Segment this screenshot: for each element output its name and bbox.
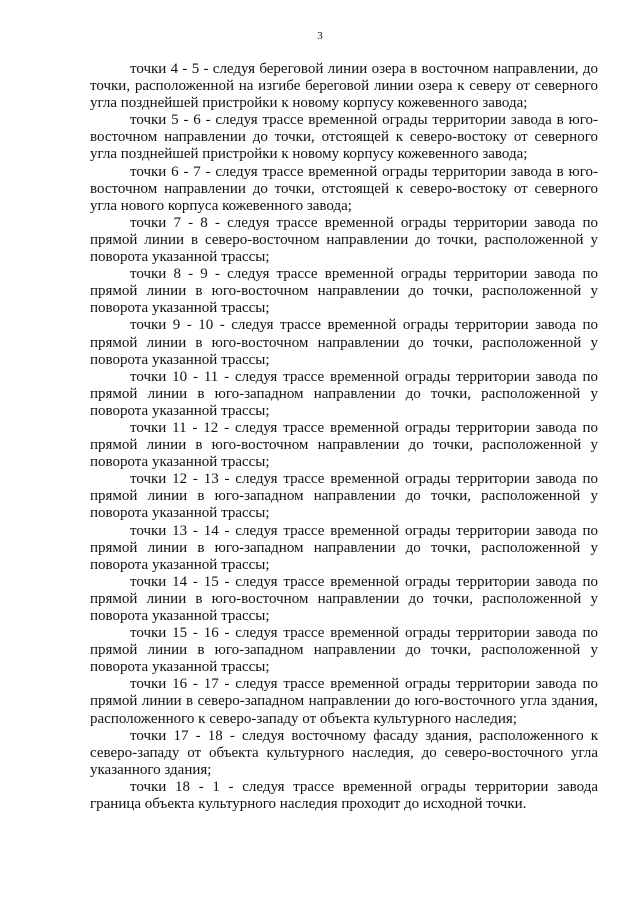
boundary-paragraph-15-16: точки 15 - 16 - следуя трассе временной ограды территории завода по прямой линии в юго-западном направлении до точки, расположенной у поворота указанной трассы;	[90, 625, 598, 676]
boundary-paragraph-16-17: точки 16 - 17 - следуя трассе временной ограды территории завода по прямой линии в северо-западном направлении до юго-восточного угла здания, расположенного к северо-западу от объекта культурного наследия;	[90, 676, 598, 727]
boundary-paragraph-8-9: точки 8 - 9 - следуя трассе временной ограды территории завода по прямой линии в юго-восточном направлении до точки, расположенной у поворота указанной трассы;	[90, 266, 598, 317]
boundary-paragraph-6-7: точки 6 - 7 - следуя трассе временной ограды территории завода в юго-восточном направлении до точки, отстоящей к северо-востоку от северного угла нового корпуса кожевенного завода;	[90, 163, 598, 214]
boundary-paragraph-13-14: точки 13 - 14 - следуя трассе временной ограды территории завода по прямой линии в юго-западном направлении до точки, расположенной у поворота указанной трассы;	[90, 522, 598, 573]
boundary-paragraph-9-10: точки 9 - 10 - следуя трассе временной ограды территории завода по прямой линии в юго-восточном направлении до точки, расположенной у поворота указанной трассы;	[90, 317, 598, 368]
boundary-paragraph-12-13: точки 12 - 13 - следуя трассе временной ограды территории завода по прямой линии в юго-западном направлении до точки, расположенной у поворота указанной трассы;	[90, 471, 598, 522]
document-body	[90, 61, 598, 813]
boundary-paragraph-7-8: точки 7 - 8 - следуя трассе временной ограды территории завода по прямой линии в северо-восточном направлении до точки, расположенной у поворота указанной трассы;	[90, 214, 598, 266]
boundary-paragraph-5-6: точки 5 - 6 - следуя трассе временной ограды территории завода в юго-восточном направлении до точки, отстоящей к северо-востоку от северного угла позднейшей пристройки к новому корпусу кожевенного завода;	[90, 112, 598, 163]
boundary-paragraph-10-11: точки 10 - 11 - следуя трассе временной ограды территории завода по прямой линии в юго-западном направлении до точки, расположенной у поворота указанной трассы;	[90, 368, 598, 419]
page-number: 3	[317, 30, 323, 42]
boundary-paragraph-17-18: точки 17 - 18 - следуя восточному фасаду здания, расположенного к северо-западу от объекта культурного наследия, до северо-восточного угла указанного здания;	[90, 727, 598, 778]
boundary-paragraph-4-5: точки 4 - 5 - следуя береговой линии озера в восточном направлении, до точки, расположенной на изгибе береговой линии озера к северу от северного угла позднейшей пристройки к новому корпусу кожевенного завода;	[90, 61, 598, 112]
boundary-paragraph-18-1: точки 18 - 1 - следуя трассе временной ограды территории завода граница объекта культурного наследия проходит до исходной точки.	[90, 778, 598, 813]
boundary-paragraph-11-12: точки 11 - 12 - следуя трассе временной ограды территории завода по прямой линии в юго-восточном направлении до точки, расположенной у поворота указанной трассы;	[90, 419, 598, 471]
boundary-paragraph-14-15: точки 14 - 15 - следуя трассе временной ограды территории завода по прямой линии в юго-восточном направлении до точки, расположенной у поворота указанной трассы;	[90, 573, 598, 624]
